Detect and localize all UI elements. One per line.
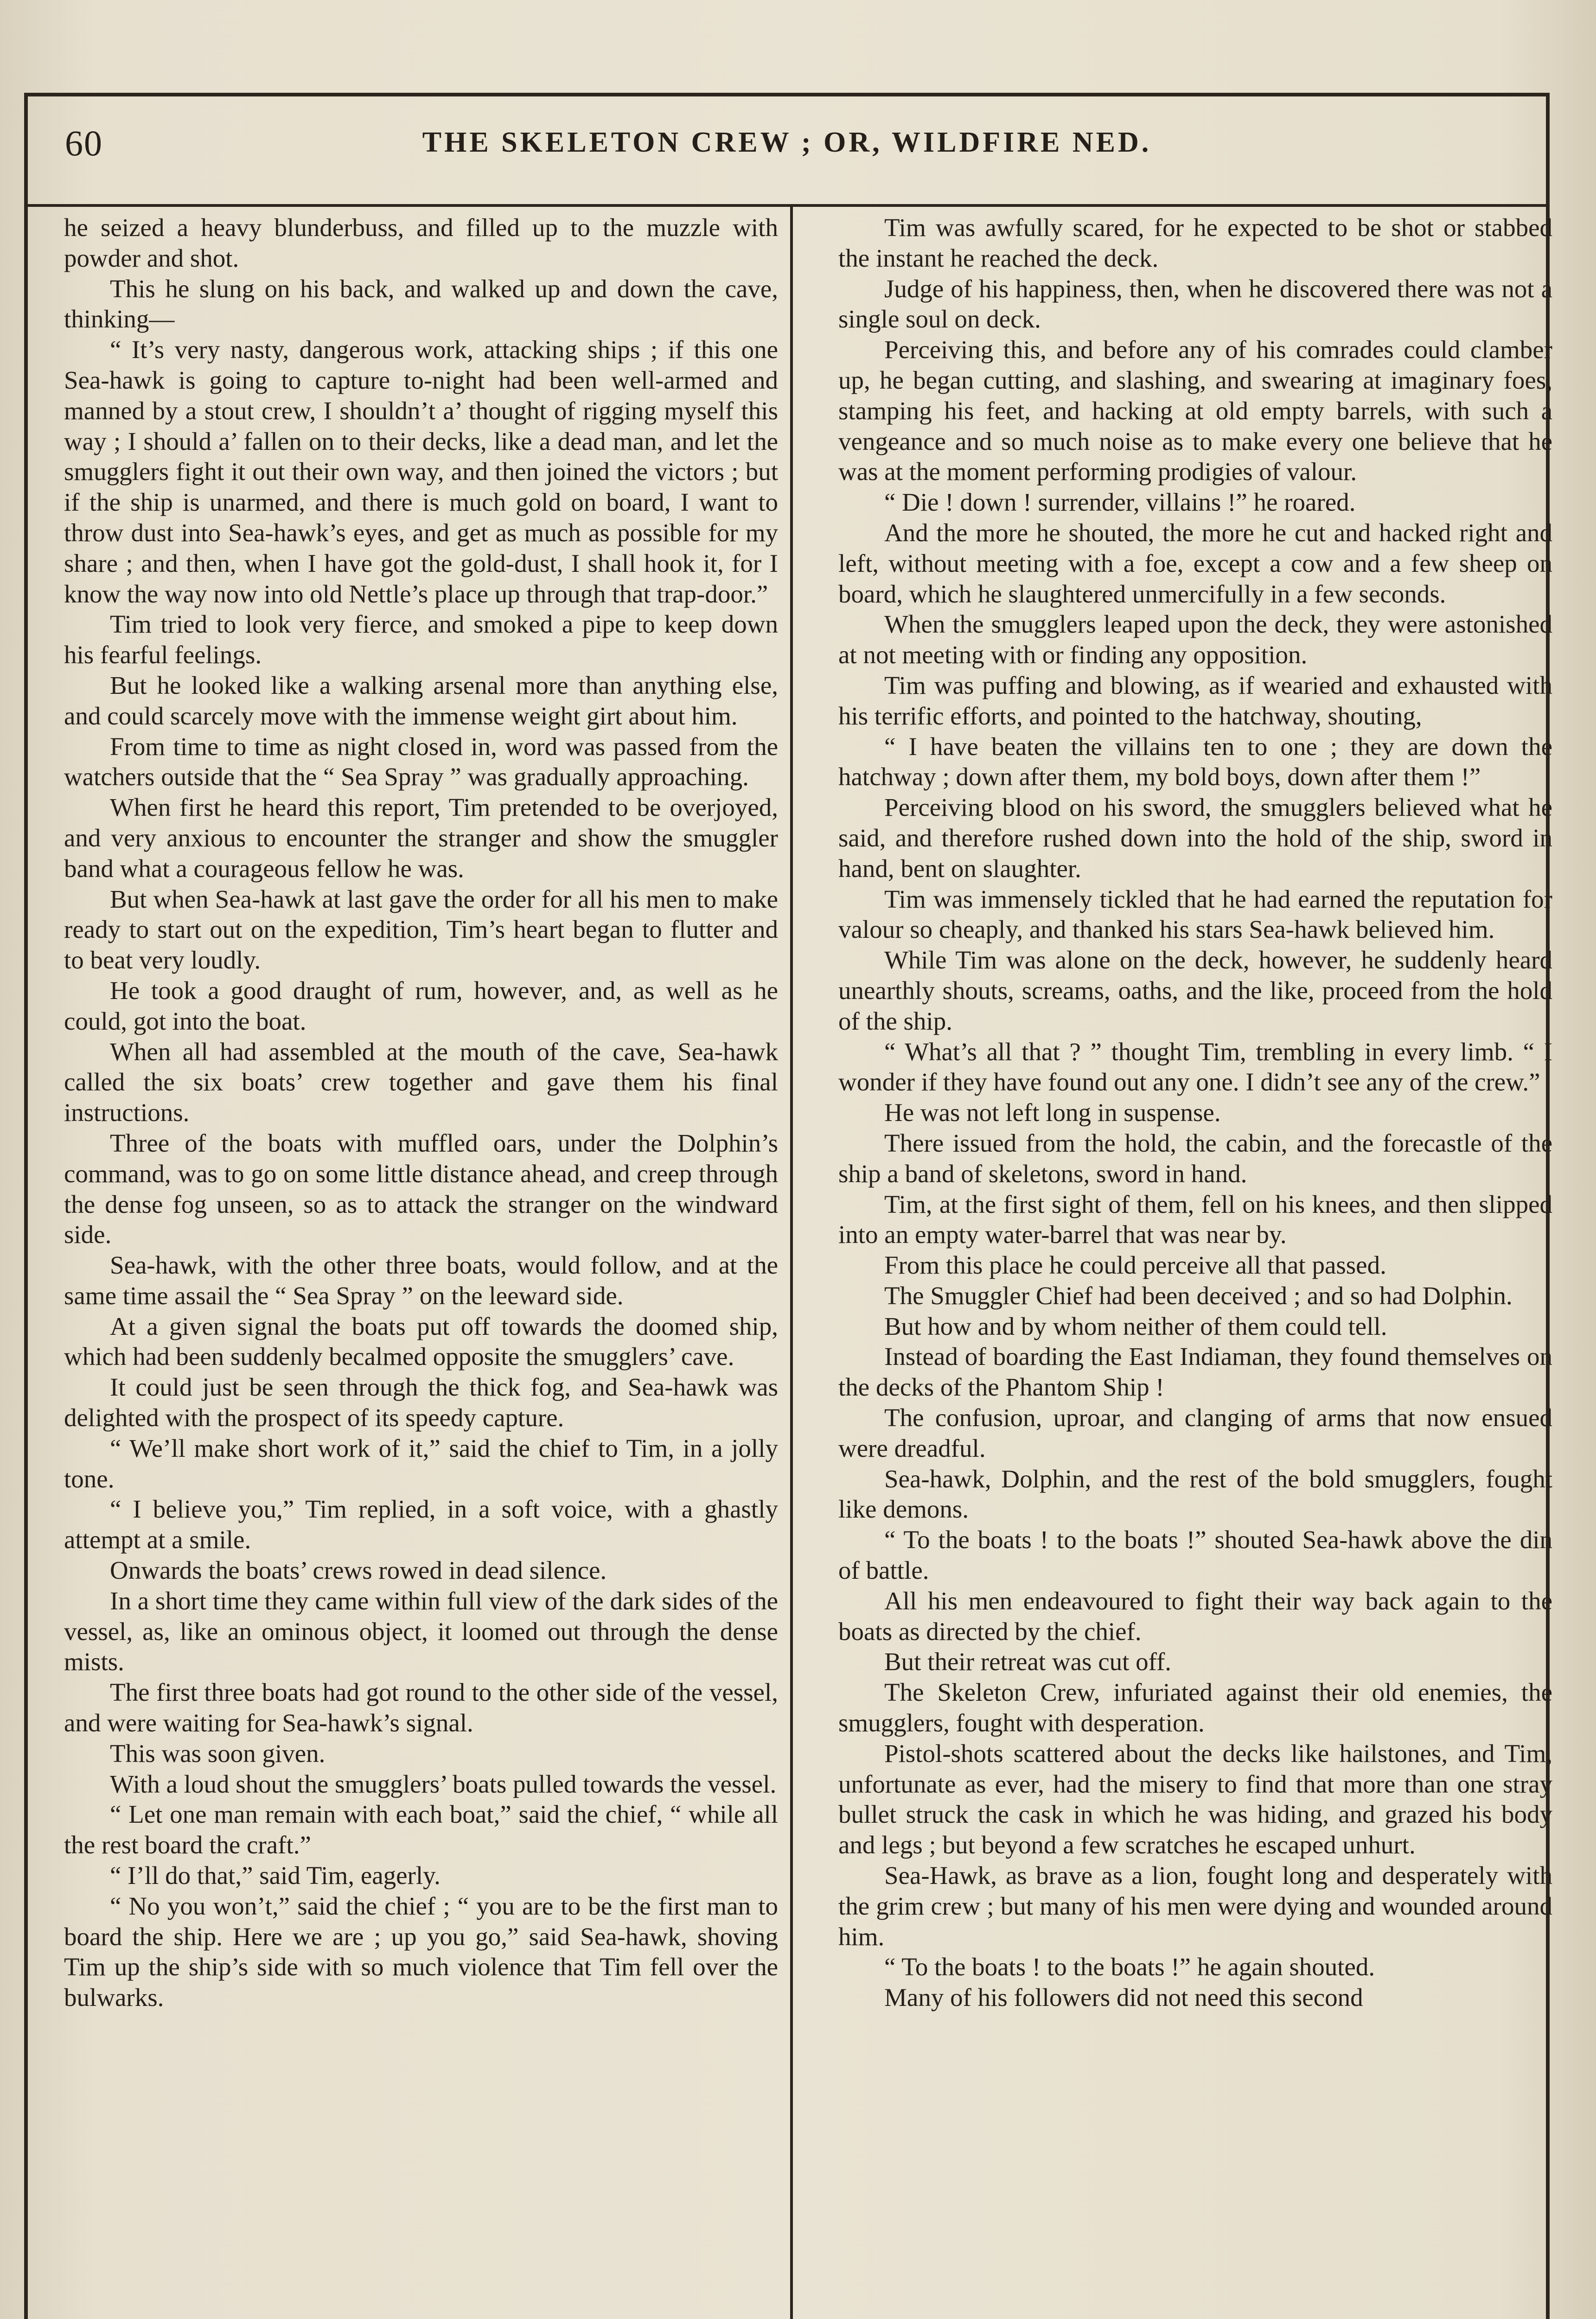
paragraph: Three of the boats with muffled oars, under the Dolphin’s command, was to go on some little distance ahead, and creep through the dense fog unseen, so as to attack the stranger on the windward side.: [64, 1128, 778, 1249]
paragraph: Judge of his happiness, then, when he discovered there was not a single soul on deck.: [838, 274, 1552, 333]
paragraph: At a given signal the boats put off towards the doomed ship, which had been suddenly becalmed opposite the smugglers’ cave.: [64, 1312, 778, 1371]
paragraph: When all had assembled at the mouth of the cave, Sea-hawk called the six boats’ crew together and gave them his final instructions.: [64, 1037, 778, 1127]
right-column: [838, 212, 1552, 2319]
page-header: [28, 96, 1546, 207]
paragraph: The first three boats had got round to the other side of the vessel, and were waiting for Sea-hawk’s signal.: [64, 1678, 778, 1737]
paragraph: From time to time as night closed in, word was passed from the watchers outside that the “ Sea Spray ” was gradually approaching.: [64, 732, 778, 791]
paragraph: From this place he could perceive all that passed.: [884, 1251, 1386, 1280]
paragraph: With a loud shout the smugglers’ boats pulled towards the vessel.: [110, 1769, 777, 1798]
paragraph: “ Die ! down ! surrender, villains !” he roared.: [884, 488, 1356, 517]
paragraph: But he looked like a walking arsenal more than anything else, and could scarcely move with the immense weight girt about him.: [64, 671, 778, 730]
paragraph: This he slung on his back, and walked up and down the cave, thinking—: [64, 274, 778, 333]
paragraph: Tim was puffing and blowing, as if wearied and exhausted with his terrific efforts, and pointed to the hatchway, shouting,: [838, 671, 1552, 730]
paragraph: “ What’s all that ? ” thought Tim, trembling in every limb. “ I wonder if they have found out any one. I didn’t see any of the crew.”: [838, 1037, 1552, 1096]
paragraph: But their retreat was cut off.: [884, 1647, 1172, 1676]
paragraph: He was not left long in suspense.: [884, 1098, 1221, 1127]
paragraph: Tim, at the first sight of them, fell on his knees, and then slipped into an empty water-barrel that was near by.: [838, 1190, 1552, 1249]
page-number: 60: [65, 123, 103, 163]
paragraph: And the more he shouted, the more he cut and hacked right and left, without meeting with a foe, except a cow and a few sheep on board, which he slaughtered unmercifully in a few seconds.: [838, 518, 1552, 608]
paragraph: “ I have beaten the villains ten to one ; they are down the hatchway ; down after them, my bold boys, down after them !”: [838, 732, 1552, 791]
paragraph: Sea-Hawk, as brave as a lion, fought long and desperately with the grim crew ; but many of his men were dying and wounded around him.: [838, 1861, 1552, 1951]
paragraph: Sea-hawk, with the other three boats, would follow, and at the same time assail the “ Sea Spray ” on the leeward side.: [64, 1251, 778, 1310]
paragraph: This was soon given.: [110, 1739, 326, 1768]
paragraph: “ To the boats ! to the boats !” shouted Sea-hawk above the din of battle.: [838, 1525, 1552, 1585]
paragraph: Instead of boarding the East Indiaman, they found themselves on the decks of the Phantom Ship !: [838, 1342, 1552, 1402]
paragraph: “ No you won’t,” said the chief ; “ you are to be the first man to board the ship. Here we are ; up you go,” said Sea-hawk, shoving Tim up the ship’s side with so much violence that Tim fell over the bulwarks.: [64, 1891, 778, 2012]
paragraph: “ To the boats ! to the boats !” he again shouted.: [884, 1953, 1375, 1981]
paragraph: he seized a heavy blunderbuss, and filled up to the muzzle with powder and shot.: [64, 213, 778, 272]
column-divider: [790, 204, 793, 2319]
paragraph: “ We’ll make short work of it,” said the chief to Tim, in a jolly tone.: [64, 1434, 778, 1493]
left-column: [64, 212, 778, 2319]
paragraph: The confusion, uproar, and clanging of arms that now ensued were dreadful.: [838, 1403, 1552, 1462]
paragraph: “ I’ll do that,” said Tim, eagerly.: [110, 1861, 440, 1890]
paragraph: Perceiving blood on his sword, the smugglers believed what he said, and therefore rushed down into the hold of the ship, sword in hand, bent on slaughter.: [838, 793, 1552, 883]
paragraph: Perceiving this, and before any of his comrades could clamber up, he began cutting, and slashing, and swearing at imaginary foes, stamping his feet, and hacking at old empty barrels, with such a vengeance and so much noise as to make every one believe that he was at the moment performing prodigies of valour.: [838, 335, 1552, 486]
paragraph: In a short time they came within full view of the dark sides of the vessel, as, like an ominous object, it loomed out through the dense mists.: [64, 1586, 778, 1676]
paragraph: “ It’s very nasty, dangerous work, attacking ships ; if this one Sea-hawk is going to capture to-night had been well-armed and manned by a stout crew, I shouldn’t a’ thought of rigging myself this way ; I should a’ fallen on to their decks, like a dead man, and let the smugglers fight it out their own way, and then joined the victors ; but if the ship is unarmed, and there is much gold on board, I want to throw dust into Sea-hawk’s eyes, and get as much as possible for my share ; and then, when I have got the gold-dust, I shall hook it, for I know the way now into old Nettle’s place up through that trap-door.”: [64, 335, 778, 608]
paragraph: Many of his followers did not need this second: [884, 1983, 1363, 2012]
paragraph: There issued from the hold, the cabin, and the forecastle of the ship a band of skeletons, sword in hand.: [838, 1128, 1552, 1188]
paragraph: Tim was immensely tickled that he had earned the reputation for valour so cheaply, and thanked his stars Sea-hawk believed him.: [838, 884, 1552, 944]
paragraph: Onwards the boats’ crews rowed in dead silence.: [110, 1556, 607, 1585]
paragraph: Tim was awfully scared, for he expected to be shot or stabbed the instant he reached the deck.: [838, 213, 1552, 272]
paragraph: While Tim was alone on the deck, however, he suddenly heard unearthly shouts, screams, oaths, and the like, proceed from the hold of the ship.: [838, 946, 1552, 1035]
paragraph: The Smuggler Chief had been deceived ; and so had Dolphin.: [884, 1281, 1513, 1310]
paragraph: Tim tried to look very fierce, and smoked a pipe to keep down his fearful feelings.: [64, 610, 778, 669]
paragraph: But how and by whom neither of them could tell.: [884, 1312, 1387, 1340]
paragraph: “ Let one man remain with each boat,” said the chief, “ while all the rest board the craft.”: [64, 1800, 778, 1859]
paragraph: It could just be seen through the thick fog, and Sea-hawk was delighted with the prospect of its speedy capture.: [64, 1373, 778, 1432]
paragraph: The Skeleton Crew, infuriated against their old enemies, the smugglers, fought with desperation.: [838, 1678, 1552, 1737]
running-title: THE SKELETON CREW ; OR, WILDFIRE NED.: [422, 127, 1152, 158]
paragraph: When first he heard this report, Tim pretended to be overjoyed, and very anxious to encounter the stranger and show the smuggler band what a courageous fellow he was.: [64, 793, 778, 883]
paragraph: But when Sea-hawk at last gave the order for all his men to make ready to start out on the expedition, Tim’s heart began to flutter and to beat very loudly.: [64, 884, 778, 974]
paragraph: “ I believe you,” Tim replied, in a soft voice, with a ghastly attempt at a smile.: [64, 1495, 778, 1554]
paragraph: Sea-hawk, Dolphin, and the rest of the bold smugglers, fought like demons.: [838, 1464, 1552, 1524]
paragraph: When the smugglers leaped upon the deck, they were astonished at not meeting with or finding any opposition.: [838, 610, 1552, 669]
paragraph: All his men endeavoured to fight their way back again to the boats as directed by the chief.: [838, 1586, 1552, 1646]
paragraph: Pistol-shots scattered about the decks like hailstones, and Tim, unfortunate as ever, had the misery to find that more than one stray bullet struck the cask in which he was hiding, and grazed his body and legs ; but beyond a few scratches he escaped unhurt.: [838, 1739, 1552, 1859]
paragraph: He took a good draught of rum, however, and, as well as he could, got into the boat.: [64, 976, 778, 1035]
